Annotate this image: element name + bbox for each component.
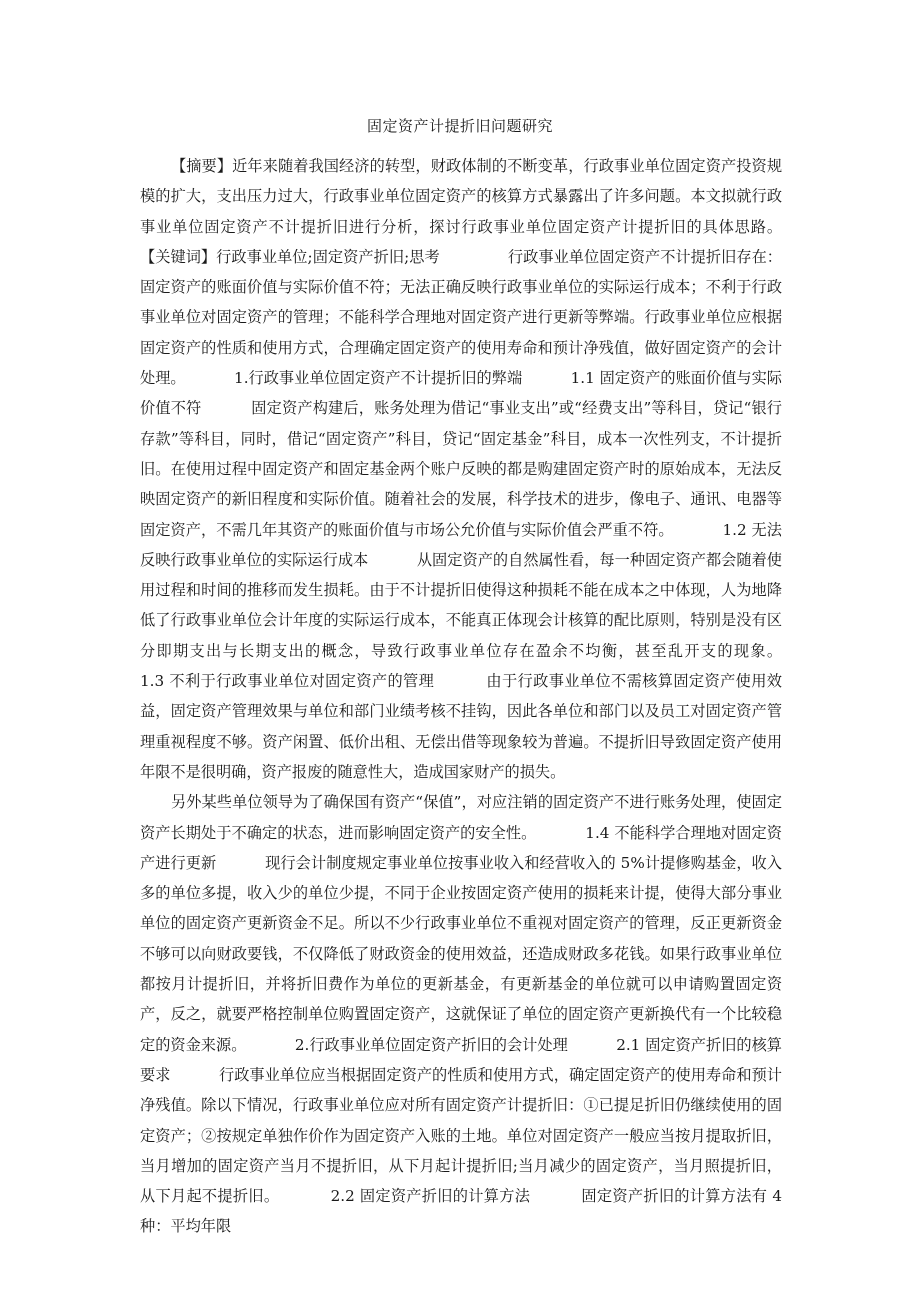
document-title: 固定资产计提折旧问题研究 [366,117,553,135]
paragraph-abstract: 【摘要】近年来随着我国经济的转型，财政体制的不断变革，行政事业单位固定资产投资规模的扩大，支出压力过大，行政事业单位固定资产的核算方式暴露出了许多问题。本文拟就行政事业单位固定资产不计提折旧进行分析，探讨行政事业单位固定资产计提折旧的具体思路。 【关键词】行政事业单位;固定资产折旧;思考 行政事业单位固定资产不计提折旧存在：固定资产的账面价值与实际价值不符；无法正确反映行政事业单位的实际运行成本；不利于行政事业单位对固定资产的管理；不能科学合理地对固定资产进行更新等弊端。行政事业单位应根据固定资产的性质和使用方式，合理确定固定资产的使用寿命和预计净残值，做好固定资产的会计处理。 1.行政事业单位固定资产不计提折旧的弊端 1.1 固定资产的账面价值与实际价值不符 固定资产构建后，账务处理为借记“事业支出”或“经费支出”等科目，贷记“银行存款”等科目，同时，借记“固定资产”科目，贷记“固定基金”科目，成本一次性列支，不计提折旧。在使用过程中固定资产和固定基金两个账户反映的都是购建固定资产时的原始成本，无法反映固定资产的新旧程度和实际价值。随着社会的发展，科学技术的进步，像电子、通讯、电器等固定资产，不需几年其资产的账面价值与市场公允价值与实际价值会严重不符。 1.2 无法反映行政事业单位的实际运行成本 从固定资产的自然属性看，每一种固定资产都会随着使用过程和时间的推移而发生损耗。由于不计提折旧使得这种损耗不能在成本之中体现，人为地降低了行政事业单位会计年度的实际运行成本，不能真正体现会计核算的配比原则，特别是没有区分即期支出与长期支出的概念，导致行政事业单位存在盈余不均衡，甚至乱开支的现象。 1.3 不利于行政事业单位对固定资产的管理 由于行政事业单位不需核算固定资产使用效益，固定资产管理效果与单位和部门业绩考核不挂钩，因此各单位和部门以及员工对固定资产管理重视程度不够。资产闲置、低价出租、无偿出借等现象较为普遍。不提折旧导致固定资产使用年限不是很明确，资产报废的随意性大，造成国家财产的损失。 [140,157,831,781]
document-body [140,151,831,1242]
paragraph-continuation: 另外某些单位领导为了确保国有资产“保值”，对应注销的固定资产不进行账务处理，使固定资产长期处于不确定的状态，进而影响固定资产的安全性。 1.4 不能科学合理地对固定资产进行更新 现行会计制度规定事业单位按事业收入和经营收入的 5%计提修购基金，收入多的单位多提，收入少的单位少提，不同于企业按固定资产使用的损耗来计提，使得大部分事业单位的固定资产更新资金不足。所以不少行政事业单位不重视对固定资产的管理，反正更新资金不够可以向财政要钱，不仅降低了财政资金的使用效益，还造成财政多花钱。如果行政事业单位都按月计提折旧，并将折旧费作为单位的更新基金，有更新基金的单位就可以申请购置固定资产，反之，就要严格控制单位购置固定资产，这就保证了单位的固定资产更新换代有一个比较稳定的资金来源。 2.行政事业单位固定资产折旧的会计处理 2.1 固定资产折旧的核算要求 行政事业单位应当根据固定资产的性质和使用方式，确定固定资产的使用寿命和预计净残值。除以下情况，行政事业单位应对所有固定资产计提折旧：①已提足折旧仍继续使用的固定资产；②按规定单独作价作为固定资产入账的土地。单位对固定资产一般应当按月提取折旧，当月增加的固定资产当月不提折旧，从下月起计提折旧;当月减少的固定资产，当月照提折旧，从下月起不提折旧。 2.2 固定资产折旧的计算方法 固定资产折旧的计算方法有 4 种：平均年限 [140,793,787,1236]
